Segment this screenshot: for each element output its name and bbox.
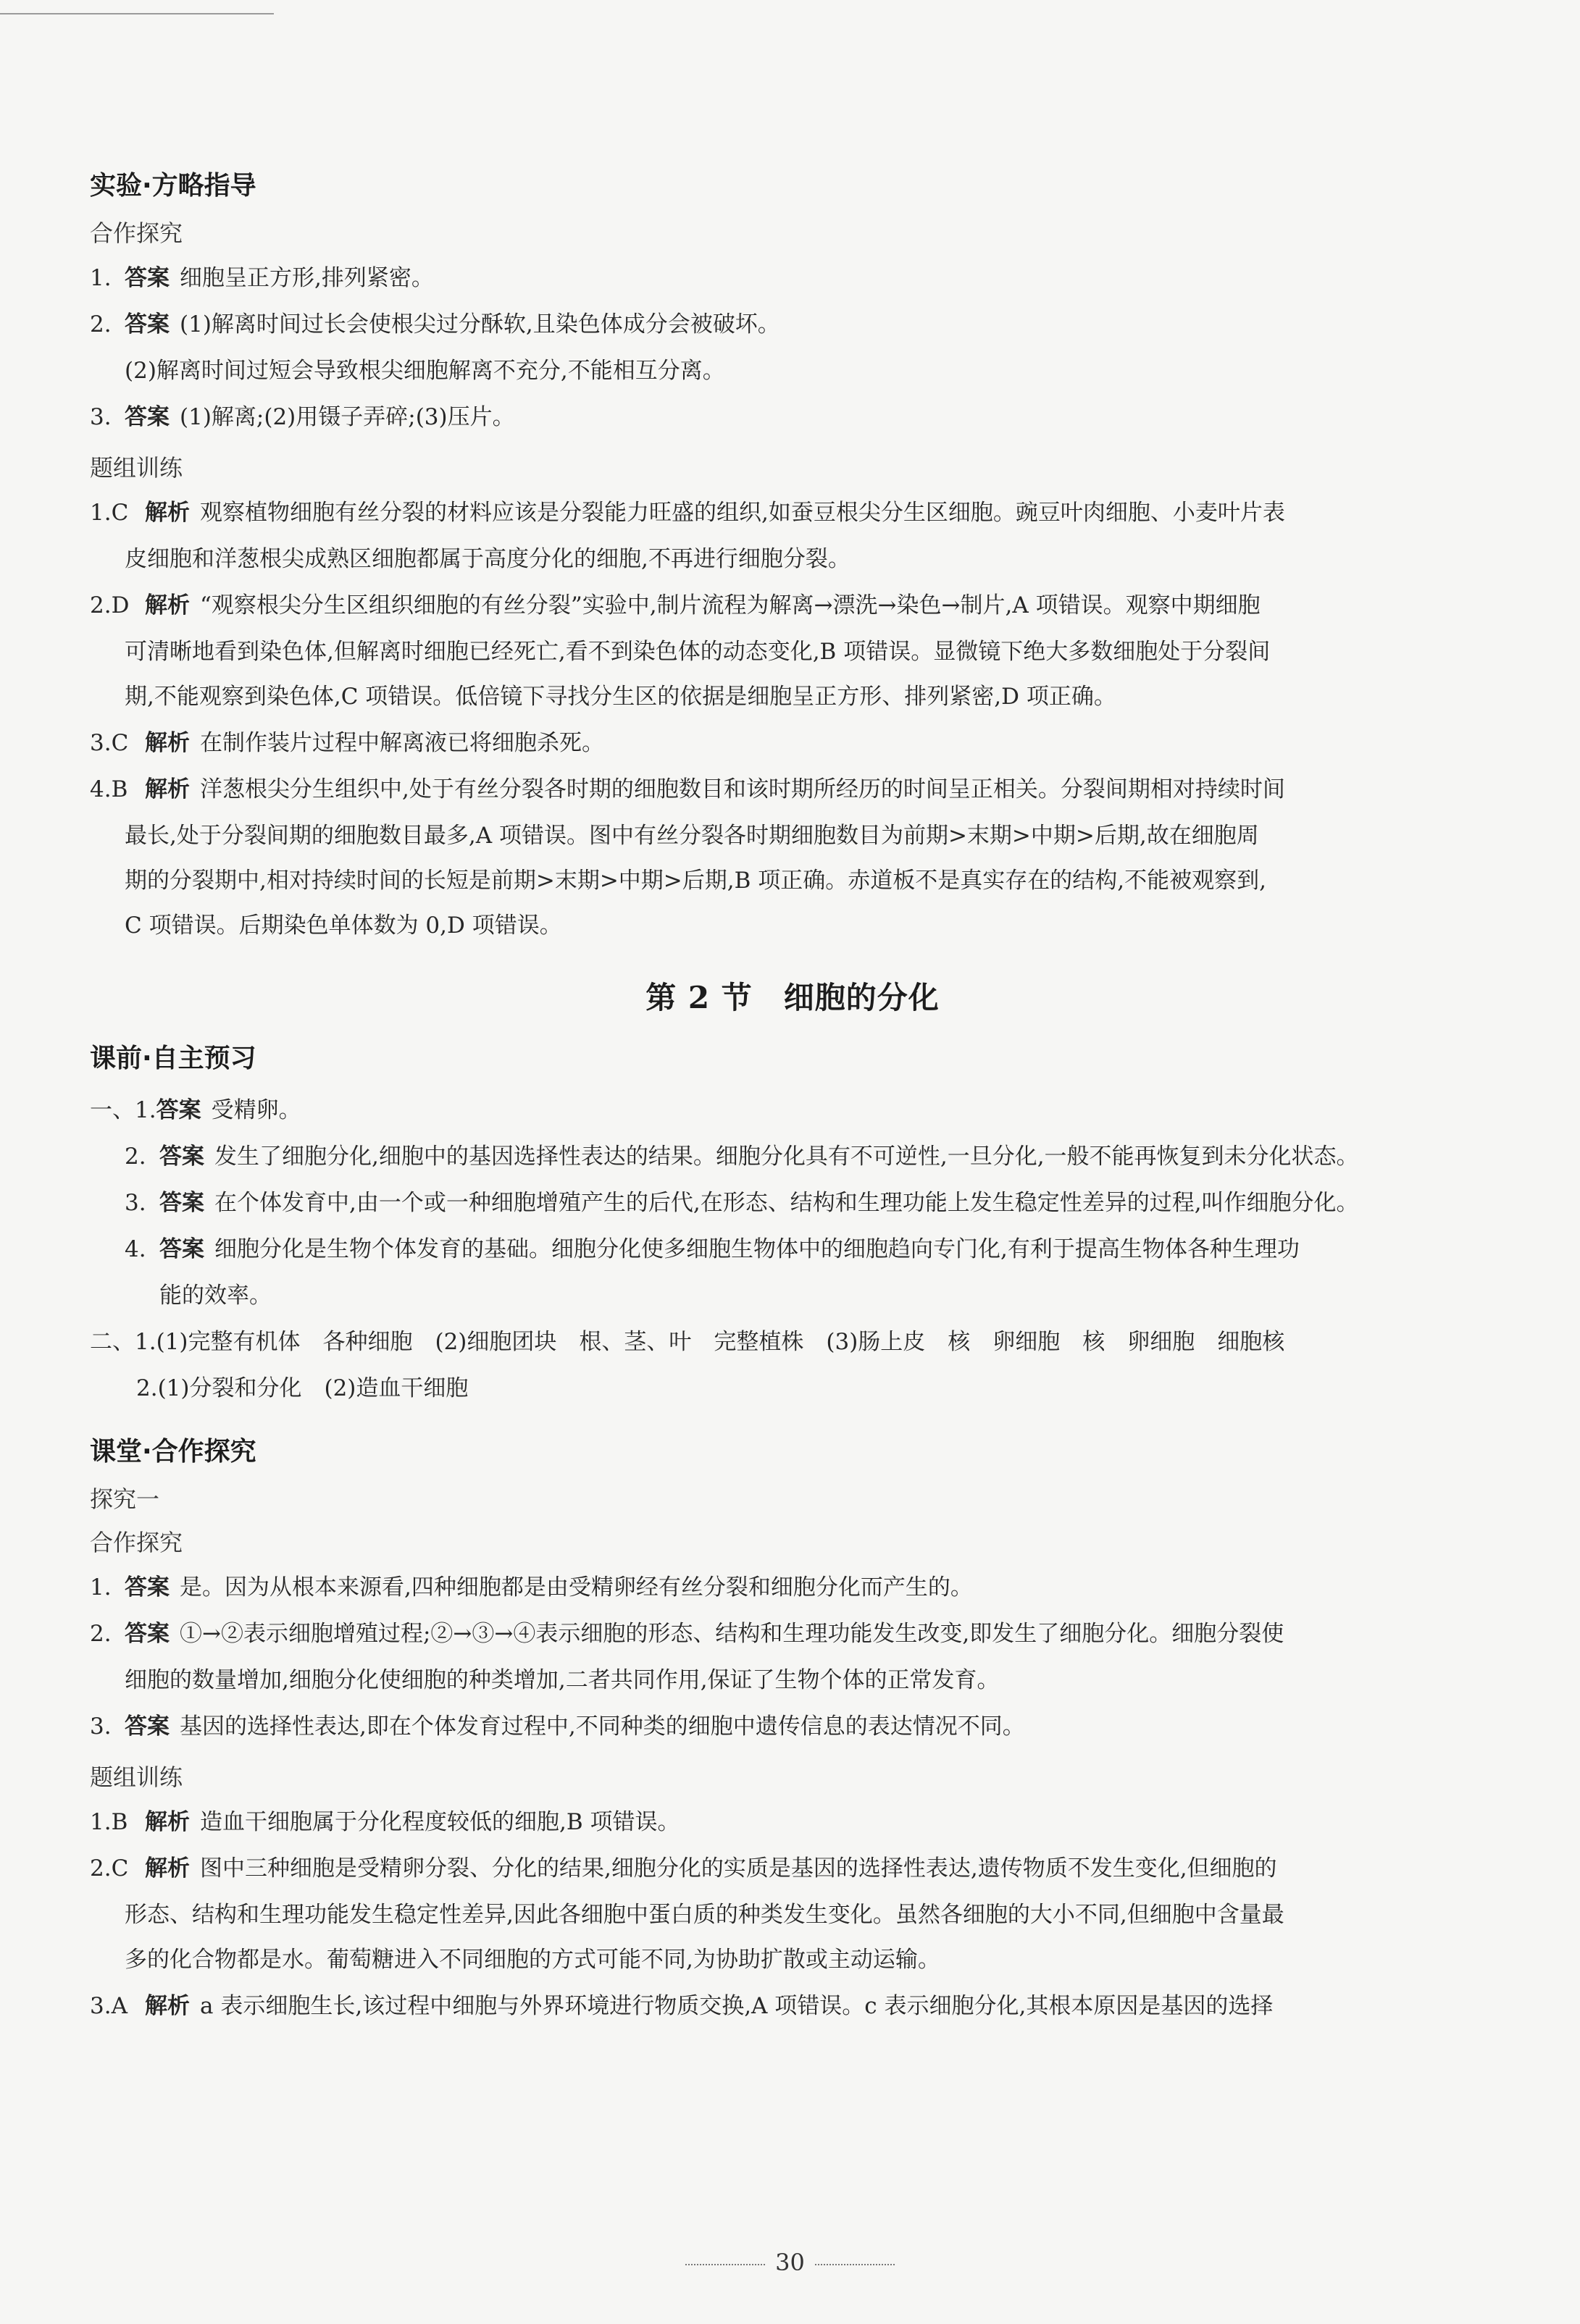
analysis-label: 解析 xyxy=(145,1809,190,1835)
analysis-label: 解析 xyxy=(145,1855,190,1882)
list-item: 1. 答案 细胞呈正方形,排列紧密。 xyxy=(90,265,434,291)
analysis-label: 解析 xyxy=(145,776,190,802)
subsection-group-training: 题组训练 xyxy=(90,1763,183,1791)
list-item: 二、1.(1)完整有机体 各种细胞 (2)细胞团块 根、茎、叶 完整植株 (3)肠上皮 核 卵细胞 核 卵细胞 细胞核 xyxy=(90,1329,1285,1355)
footer-right-dots xyxy=(815,2264,895,2265)
answer-label: 答案 xyxy=(159,1236,204,1262)
analysis-label: 解析 xyxy=(145,592,190,618)
continuation-line: 可清晰地看到染色体,但解离时细胞已经死亡,看不到染色体的动态变化,B 项错误。显微镜下绝大多数细胞处于分裂间 xyxy=(125,639,1271,665)
list-item: 4. 答案 细胞分化是生物个体发育的基础。细胞分化使多细胞生物体中的细胞趋向专门化,有利于提高生物体各种生理功 xyxy=(125,1236,1300,1262)
page-content xyxy=(90,145,1495,2030)
page-number: 30 xyxy=(775,2249,805,2276)
continuation-line: (2)解离时间过短会导致根尖细胞解离不充分,不能相互分离。 xyxy=(125,358,725,384)
answer-label: 答案 xyxy=(125,1713,170,1740)
subsection-inquiry-one: 探究一 xyxy=(90,1485,160,1513)
continuation-line: 期,不能观察到染色体,C 项错误。低倍镜下寻找分生区的依据是细胞呈正方形、排列紧密,D 项正确。 xyxy=(125,684,1116,710)
list-item: 一、1.答案 受精卵。 xyxy=(90,1097,301,1123)
continuation-line: 最长,处于分裂间期的细胞数目最多,A 项错误。图中有丝分裂各时期细胞数目为前期>末期>中期>后期,故在细胞周 xyxy=(125,823,1259,849)
answer-label: 答案 xyxy=(159,1190,204,1216)
continuation-line: 能的效率。 xyxy=(159,1283,272,1309)
analysis-label: 解析 xyxy=(145,1993,190,2019)
list-item: 1. 答案 是。因为从根本来源看,四种细胞都是由受精卵经有丝分裂和细胞分化而产生的。 xyxy=(90,1574,973,1601)
list-item: 2.(1)分裂和分化 (2)造血干细胞 xyxy=(136,1375,469,1401)
answer-label: 答案 xyxy=(156,1097,201,1123)
analysis-label: 解析 xyxy=(145,730,190,756)
answer-label: 答案 xyxy=(125,265,170,291)
list-item: 2. 答案 ①→②表示细胞增殖过程;②→③→④表示细胞的形态、结构和生理功能发生改变,即发生了细胞分化。细胞分裂使 xyxy=(90,1621,1284,1647)
list-item: 3. 答案 (1)解离;(2)用镊子弄碎;(3)压片。 xyxy=(90,404,515,430)
answer-label: 答案 xyxy=(159,1144,204,1170)
continuation-line: 形态、结构和生理功能发生稳定性差异,因此各细胞中蛋白质的种类发生变化。虽然各细胞的大小不同,但细胞中含量最 xyxy=(125,1902,1284,1928)
answer-label: 答案 xyxy=(125,1621,170,1647)
footer-left-dots xyxy=(685,2264,765,2265)
list-item: 1.C 解析 观察植物细胞有丝分裂的材料应该是分裂能力旺盛的组织,如蚕豆根尖分生区细胞。豌豆叶肉细胞、小麦叶片表 xyxy=(90,500,1285,526)
list-item: 3.C 解析 在制作装片过程中解离液已将细胞杀死。 xyxy=(90,730,604,756)
subsection-group-training: 题组训练 xyxy=(90,454,183,482)
analysis-label: 解析 xyxy=(145,500,190,526)
section-title-class: 课堂·合作探究 xyxy=(90,1437,256,1467)
answer-label: 答案 xyxy=(125,311,170,337)
continuation-line: C 项错误。后期染色单体数为 0,D 项错误。 xyxy=(125,913,562,939)
page-footer xyxy=(0,2249,1580,2276)
continuation-line: 皮细胞和洋葱根尖成熟区细胞都属于高度分化的细胞,不再进行细胞分裂。 xyxy=(125,546,850,572)
chapter-title: 第 2 节 细胞的分化 xyxy=(645,980,940,1015)
list-item: 2. 答案 发生了细胞分化,细胞中的基因选择性表达的结果。细胞分化具有不可逆性,一旦分化,一般不能再恢复到未分化状态。 xyxy=(125,1144,1359,1170)
continuation-line: 细胞的数量增加,细胞分化使细胞的种类增加,二者共同作用,保证了生物个体的正常发育。 xyxy=(125,1667,1000,1693)
section-title-experiment: 实验·方略指导 xyxy=(90,171,256,201)
answer-label: 答案 xyxy=(125,1574,170,1601)
list-item: 3. 答案 在个体发育中,由一个或一种细胞增殖产生的后代,在形态、结构和生理功能上发生稳定性差异的过程,叫作细胞分化。 xyxy=(125,1190,1359,1216)
subsection-cooperative-inquiry: 合作探究 xyxy=(90,1529,183,1556)
list-item: 1.B 解析 造血干细胞属于分化程度较低的细胞,B 项错误。 xyxy=(90,1809,680,1835)
top-rule xyxy=(0,13,274,14)
list-item: 2.D 解析 “观察根尖分生区组织细胞的有丝分裂”实验中,制片流程为解离→漂洗→染色→制片,A 项错误。观察中期细胞 xyxy=(90,592,1261,618)
list-item: 2.C 解析 图中三种细胞是受精卵分裂、分化的结果,细胞分化的实质是基因的选择性表达,遗传物质不发生变化,但细胞的 xyxy=(90,1855,1277,1882)
continuation-line: 多的化合物都是水。葡萄糖进入不同细胞的方式可能不同,为协助扩散或主动运输。 xyxy=(125,1947,940,1973)
list-item: 4.B 解析 洋葱根尖分生组织中,处于有丝分裂各时期的细胞数目和该时期所经历的时间呈正相关。分裂间期相对持续时间 xyxy=(90,776,1285,802)
list-item: 2. 答案 (1)解离时间过长会使根尖过分酥软,且染色体成分会被破坏。 xyxy=(90,311,780,337)
section-title-preview: 课前·自主预习 xyxy=(90,1044,256,1073)
continuation-line: 期的分裂期中,相对持续时间的长短是前期>末期>中期>后期,B 项正确。赤道板不是真实存在的结构,不能被观察到, xyxy=(125,868,1266,894)
list-item: 3. 答案 基因的选择性表达,即在个体发育过程中,不同种类的细胞中遗传信息的表达情况不同。 xyxy=(90,1713,1025,1740)
answer-label: 答案 xyxy=(125,404,170,430)
list-item: 3.A 解析 a 表示细胞生长,该过程中细胞与外界环境进行物质交换,A 项错误。c 表示细胞分化,其根本原因是基因的选择 xyxy=(90,1993,1274,2019)
subsection-cooperative-inquiry: 合作探究 xyxy=(90,219,183,247)
